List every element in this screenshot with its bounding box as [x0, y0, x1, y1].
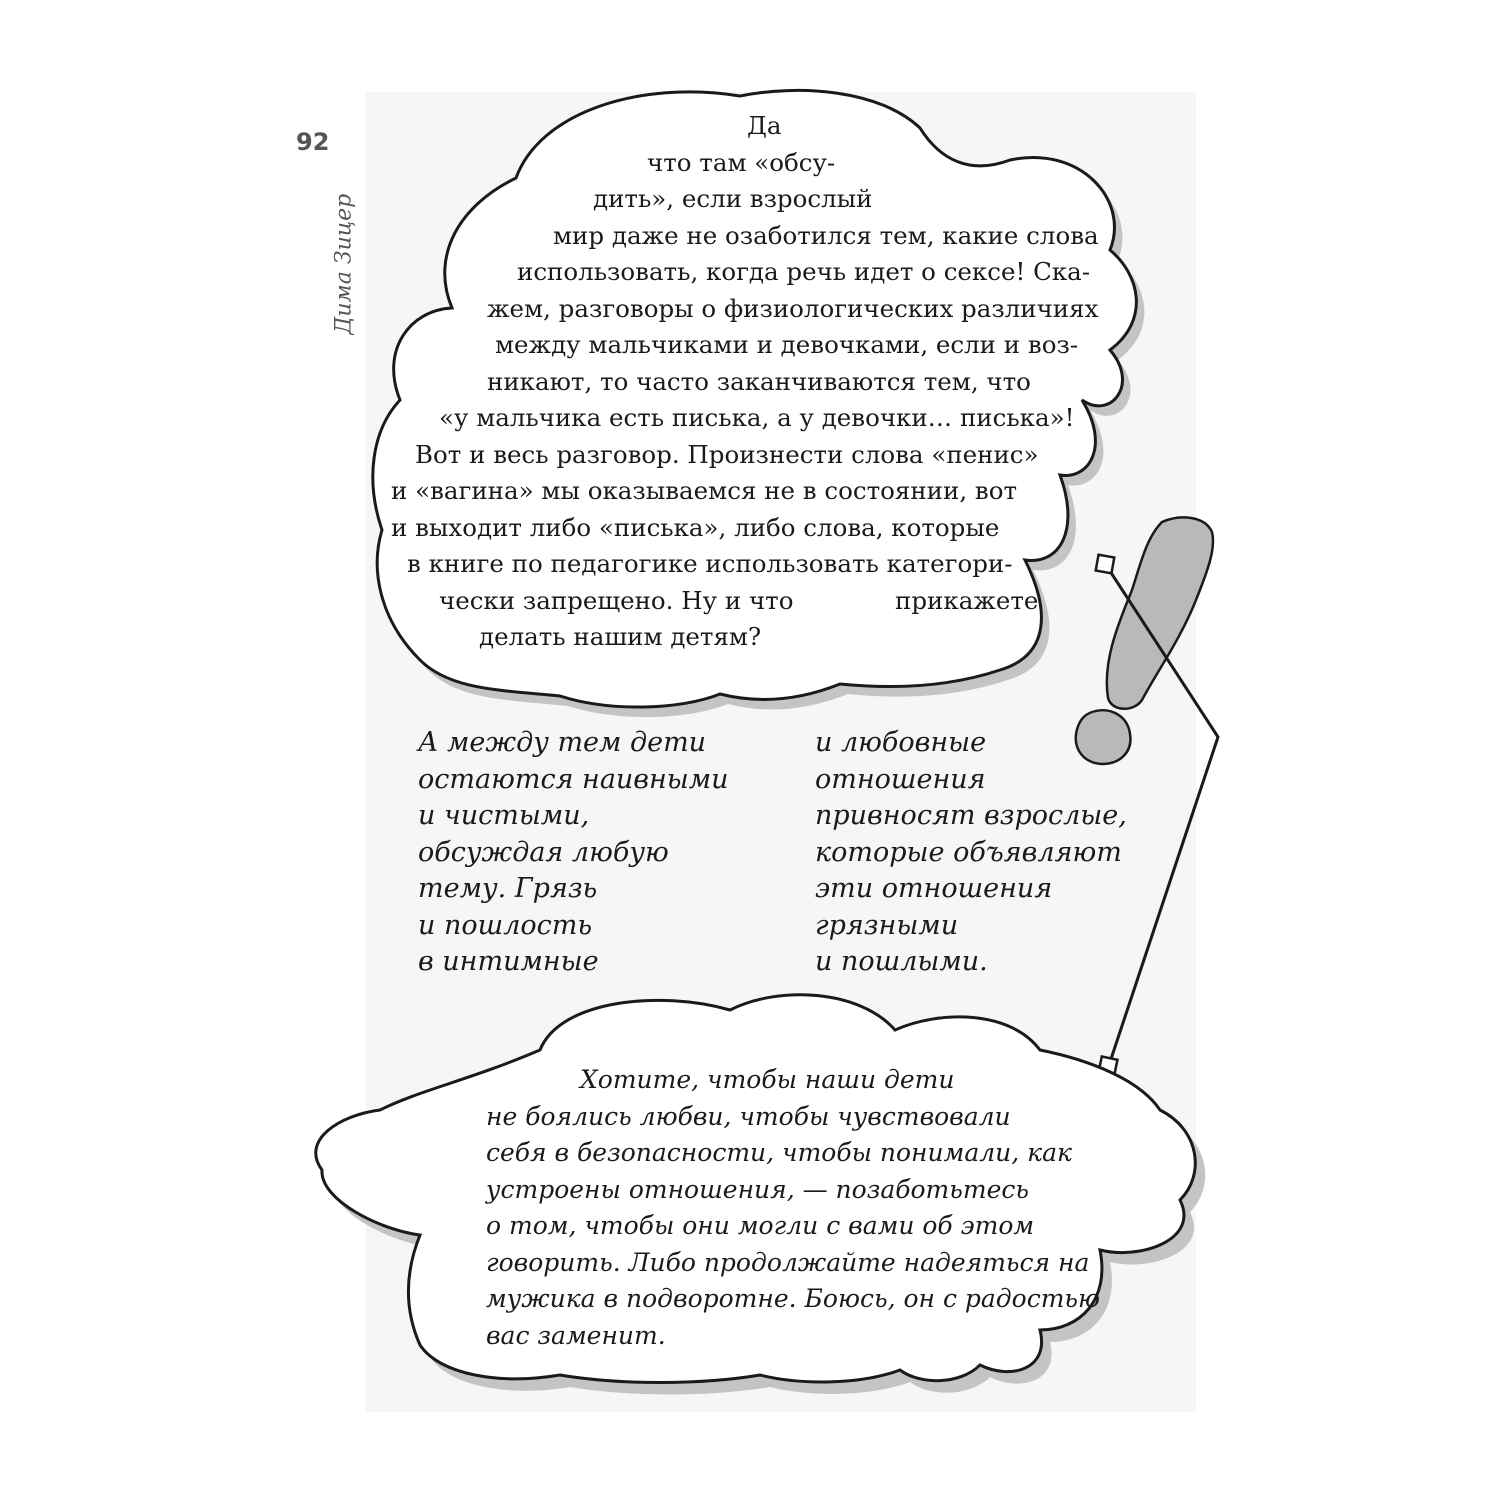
- bottom-cloud-text: [480, 1062, 1100, 1354]
- middle-right-column: [815, 725, 1127, 981]
- top-cloud-line: использовать, когда речь идет о сексе! Ска-: [517, 257, 1091, 286]
- author-name: Дима Зицер: [331, 193, 357, 335]
- exclamation-bar: [1107, 517, 1213, 708]
- top-cloud-line: и «вагина» мы оказываемся не в состоянии, вот: [391, 476, 1017, 505]
- top-cloud-line: между мальчиками и девочками, если и воз-: [495, 330, 1079, 359]
- bottom-cloud-line: устроены отношения, — позаботьтесь: [486, 1174, 1029, 1204]
- bottom-cloud-line: не боялись любви, чтобы чувствовали: [486, 1101, 1011, 1131]
- middle-right-line: и любовные: [815, 727, 987, 758]
- middle-right-line: которые объявляют: [815, 836, 1122, 868]
- bottom-cloud-line: Хотите, чтобы наши дети: [580, 1065, 955, 1094]
- top-cloud-line: Да: [747, 111, 782, 140]
- top-cloud-line: что там «обсу-: [647, 147, 836, 177]
- page-number: 92: [296, 128, 330, 156]
- top-cloud-text: [375, 108, 1115, 656]
- top-cloud-line: Вот и весь разговор. Произнести слова «пенис»: [415, 439, 1039, 469]
- middle-left-line: остаются наивными: [418, 763, 729, 795]
- middle-left-line: тему. Грязь: [418, 873, 598, 904]
- bottom-cloud-line: мужика в подворотне. Боюсь, он с радостью: [486, 1284, 1101, 1313]
- top-cloud-line: делать нашим детям?: [479, 622, 762, 651]
- middle-right-line: и пошлыми.: [815, 946, 988, 977]
- top-cloud-line: жем, разговоры о физиологических различиях: [487, 293, 1099, 323]
- middle-left-column: [418, 725, 729, 981]
- top-cloud-line: мир даже не озаботился тем, какие слова: [553, 220, 1099, 250]
- bottom-cloud-line: о том, чтобы они могли с вами об этом: [486, 1211, 1035, 1240]
- middle-left-line: обсуждая любую: [418, 836, 669, 868]
- top-cloud-line: [375, 583, 1115, 620]
- top-cloud-line: в книге по педагогике использовать категори-: [407, 549, 1013, 578]
- middle-left-line: и пошлость: [418, 909, 593, 941]
- middle-left-line: в интимные: [418, 946, 599, 977]
- top-cloud-line-part: прикажете: [895, 585, 1039, 615]
- top-cloud-line-part: чески запрещено. Ну и что: [439, 585, 794, 615]
- middle-left-line: А между тем дети: [418, 727, 707, 758]
- bottom-cloud-line: говорить. Либо продолжайте надеяться на: [486, 1247, 1090, 1277]
- top-cloud-line: и выходит либо «писька», либо слова, которые: [391, 512, 1000, 542]
- bottom-cloud-line: вас заменит.: [486, 1320, 666, 1350]
- middle-right-line: эти отношения: [815, 873, 1053, 904]
- bottom-cloud-line: себя в безопасности, чтобы понимали, как: [486, 1138, 1072, 1167]
- middle-right-line: грязными: [815, 909, 959, 941]
- middle-right-line: привносят взрослые,: [815, 800, 1127, 831]
- middle-left-line: и чистыми,: [418, 800, 590, 831]
- top-cloud-line: «у мальчика есть писька, а у девочки… писька»!: [439, 403, 1075, 432]
- top-cloud-line: никают, то часто заканчиваются тем, что: [487, 366, 1031, 396]
- middle-right-line: отношения: [815, 763, 986, 795]
- top-cloud-line: дить», если взрослый: [593, 184, 873, 213]
